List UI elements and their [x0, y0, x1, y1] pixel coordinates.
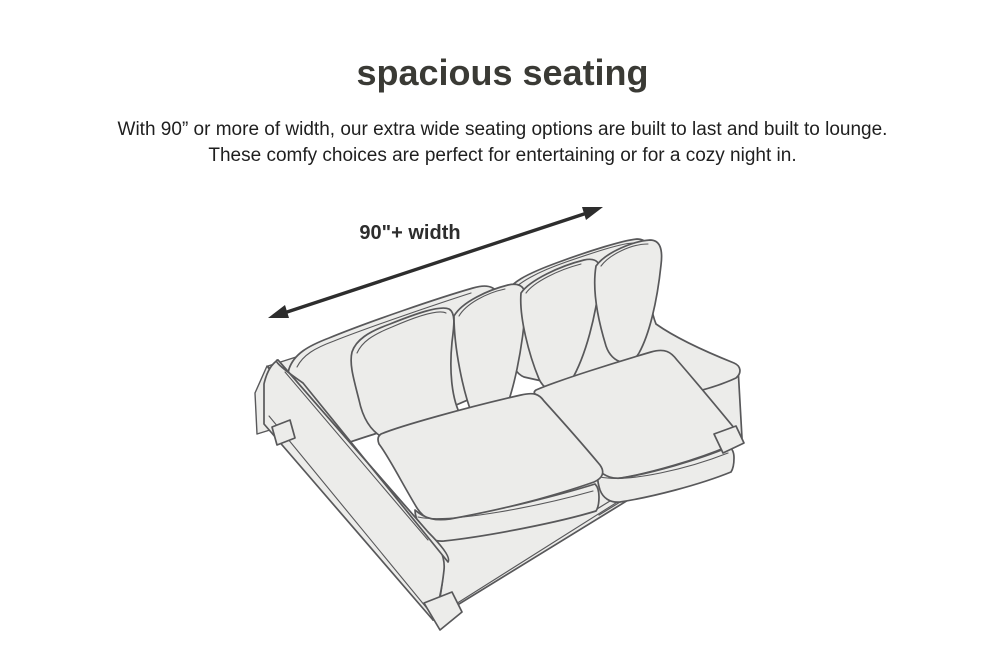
page-title: spacious seating	[356, 52, 649, 93]
description-line-2: These comfy choices are perfect for entertaining or for a cozy night in.	[208, 145, 797, 166]
dimension-label: 90"+ width	[359, 222, 461, 244]
dimension-arrowhead-left	[268, 305, 289, 318]
dimension-arrowhead-right	[582, 207, 603, 220]
description-line-1: With 90” or more of width, our extra wide seating options are built to last and built to lounge.	[117, 119, 888, 140]
